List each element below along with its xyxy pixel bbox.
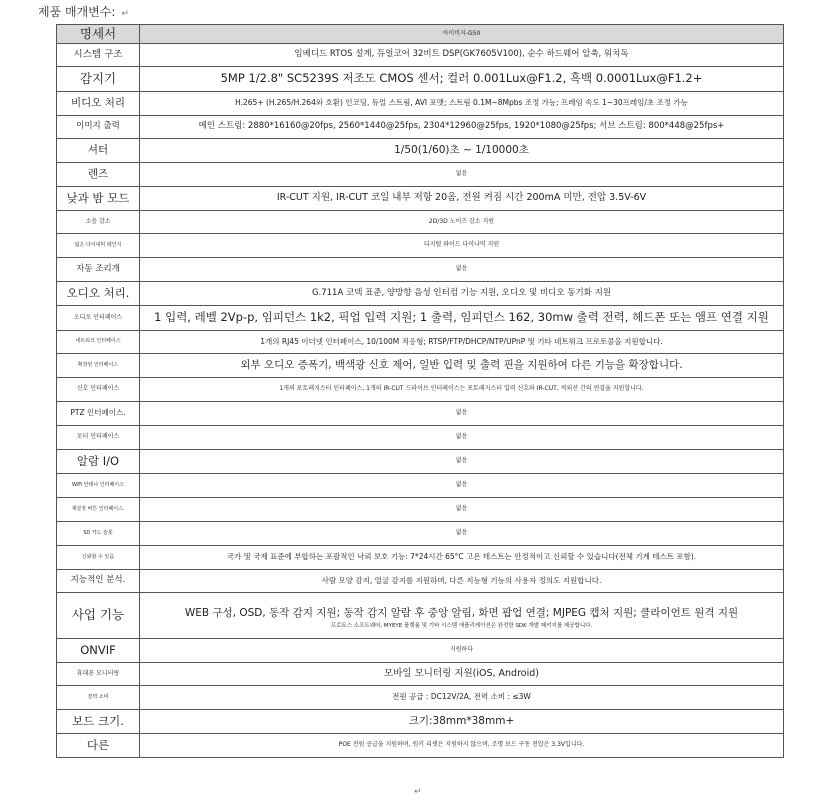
row-value: 메인 스트림: 2880*16160@20fps, 2560*1440@25fps, 2304*12960@25fps, 1920*1080@25fps; 서브 스트림: 800*448@25fps+ [140, 116, 784, 139]
paragraph-mark: ↵ [121, 9, 129, 19]
row-value: 1개의 포토레지스터 인터페이스, 1개의 IR-CUT 드라이브 인터페이스는 포토레지스터 입력 신호와 IR-CUT, 적외선 간의 연결을 지원합니다. [140, 378, 784, 402]
row-label: ONVIF [57, 639, 140, 663]
row-value-note: 프로토스 소프트웨어, MYEYE 플랫폼 및 기타 시스템 애플리케이션은 완전한 SDK 개발 패키지를 제공합니다. [330, 622, 593, 629]
row-label: 알람 I/O [57, 450, 140, 474]
table-row [57, 234, 784, 258]
row-value: 지원하다 [140, 639, 784, 663]
table-row [57, 710, 784, 734]
row-label: PTZ 인터페이스. [57, 402, 140, 426]
table-row [57, 402, 784, 426]
table-row [57, 686, 784, 710]
row-value: 크기:38mm*38mm+ [140, 710, 784, 734]
table-row [57, 426, 784, 450]
table-row [57, 163, 784, 187]
row-value: 5MP 1/2.8" SC5239S 저조도 CMOS 센서; 컬러 0.001Lux@F1.2, 흑백 0.0001Lux@F1.2+ [140, 67, 784, 92]
row-value: H.265+ (H.265/H.264와 호환) 인코딩, 듀얼 스트림, AVI 포맷; 스트림 0.1M~8Mpbs 조정 가능; 프레임 속도 1~30프레임/초 조정 가능 [140, 92, 784, 116]
row-label: 신호 인터페이스 [57, 378, 140, 402]
row-label: 보드 크기. [57, 710, 140, 734]
row-value: 디지털 와이드 다이나믹 지원 [140, 234, 784, 258]
row-value: 외부 오디오 증폭기, 백색광 신호 제어, 일반 입력 및 출력 핀을 지원하여 다른 기능을 확장합니다. [140, 354, 784, 378]
row-value-cell [140, 593, 784, 639]
table-row [57, 25, 784, 44]
row-label: SD 카드 슬롯 [57, 522, 140, 546]
row-label: 이미지 출력 [57, 116, 140, 139]
row-value: G.711A 코덱 표준, 양방향 음성 인터컴 기능 지원, 오디오 및 비디오 동기화 지원 [140, 282, 784, 306]
row-value: 전원 공급 : DC12V/2A, 전력 소비 : ≤3W [140, 686, 784, 710]
table-row [57, 639, 784, 663]
row-value: POE 전원 공급을 지원하며, 원키 리셋은 지원하지 않으며, 조명 보드 구동 전압은 3.3V입니다. [140, 734, 784, 758]
row-value: 없음 [140, 163, 784, 187]
document-title [38, 3, 129, 20]
table-row [57, 546, 784, 570]
row-label: 셔터 [57, 139, 140, 163]
row-label: 신뢰할 수 있음 [57, 546, 140, 570]
row-value: 없음 [140, 474, 784, 498]
table-row [57, 92, 784, 116]
row-value: 1개의 RJ45 이더넷 인터페이스, 10/100M 적응형; RTSP/FTP/DHCP/NTP/UPnP 및 기타 네트워크 프로토콜을 지원합니다. [140, 331, 784, 354]
table-row [57, 522, 784, 546]
title-text: 제품 매개변수: [38, 5, 116, 19]
row-value: 사람 모양 감지, 얼굴 감지를 지원하며, 다른 지능형 기능의 사용자 정의도 지원합니다. [140, 570, 784, 593]
row-label: 사업 기능 [57, 593, 140, 639]
row-label: 지능적인 분석. [57, 570, 140, 593]
paragraph-mark: ↵ [414, 787, 422, 797]
row-label: 넓은 다이내믹 레인지 [57, 234, 140, 258]
row-label: 재설정 버튼 인터페이스. [57, 498, 140, 522]
table-row [57, 734, 784, 758]
row-value: 모바일 모니터링 지원(iOS, Android) [140, 663, 784, 686]
row-label: 자동 조리개 [57, 258, 140, 282]
spec-table [56, 24, 784, 758]
table-row [57, 211, 784, 234]
table-row [57, 354, 784, 378]
table-row [57, 187, 784, 211]
row-value: 없음 [140, 402, 784, 426]
row-value: WEB 구성, OSD, 동작 감지 지원; 동작 감지 알람 후 중앙 알림, 화면 팝업 연결; MJPEG 캡처 지원; 클라이언트 원격 지원 [184, 607, 739, 620]
row-value: IR-CUT 지원, IR-CUT 코일 내부 저항 20옴, 전원 켜짐 시간 200mA 미만, 전압 3.5V-6V [140, 187, 784, 211]
table-row [57, 570, 784, 593]
table-row [57, 67, 784, 92]
row-label: WiFi 안테나 인터페이스 [57, 474, 140, 498]
table-row [57, 593, 784, 639]
row-label: 비디오 처리 [57, 92, 140, 116]
row-label: 낮과 밤 모드 [57, 187, 140, 211]
row-value: 국가 및 국제 표준에 부합하는 포괄적인 낙뢰 보호 기능: 7*24시간 65°C 고온 테스트는 안정적이고 신뢰할 수 있습니다(전체 기계 테스트 포함). [140, 546, 784, 570]
row-value: 없음 [140, 258, 784, 282]
table-row [57, 378, 784, 402]
table-row [57, 450, 784, 474]
table-row [57, 498, 784, 522]
row-value: 아이비지-G50 [140, 25, 784, 44]
table-row [57, 474, 784, 498]
table-row [57, 663, 784, 686]
row-label: 시스템 구조 [57, 44, 140, 67]
row-label: 감지기 [57, 67, 140, 92]
row-value: 임베디드 RTOS 설계, 듀얼코어 32비트 DSP(GK7605V100), 순수 하드웨어 압축, 워치독 [140, 44, 784, 67]
row-label: 전력 소비 [57, 686, 140, 710]
table-row [57, 258, 784, 282]
row-value: 2D/3D 노이즈 감소 지원 [140, 211, 784, 234]
row-label: 네트워크 인터페이스 [57, 331, 140, 354]
row-label: 다른 [57, 734, 140, 758]
table-row [57, 331, 784, 354]
table-row [57, 44, 784, 67]
row-value: 없음 [140, 450, 784, 474]
row-label: 소음 감소 [57, 211, 140, 234]
row-label: 오디오 처리. [57, 282, 140, 306]
table-row [57, 282, 784, 306]
row-label: 오디오 인터페이스 [57, 306, 140, 331]
table-row [57, 116, 784, 139]
table-row [57, 139, 784, 163]
row-label: 모터 인터페이스 [57, 426, 140, 450]
row-label: 명세서 [57, 25, 140, 44]
row-label: 확장된 인터페이스 [57, 354, 140, 378]
row-value: 없음 [140, 426, 784, 450]
row-value: 1 입력, 레벨 2Vp-p, 임피던스 1k2, 픽업 입력 지원; 1 출력, 임피던스 162, 30mw 출력 전력, 헤드폰 또는 앰프 연결 지원 [140, 306, 784, 331]
row-value: 1/50(1/60)초 ~ 1/10000초 [140, 139, 784, 163]
row-label: 휴대폰 모니터링 [57, 663, 140, 686]
table-row [57, 306, 784, 331]
row-label: 렌즈 [57, 163, 140, 187]
row-value: 없음 [140, 498, 784, 522]
row-value: 없음 [140, 522, 784, 546]
